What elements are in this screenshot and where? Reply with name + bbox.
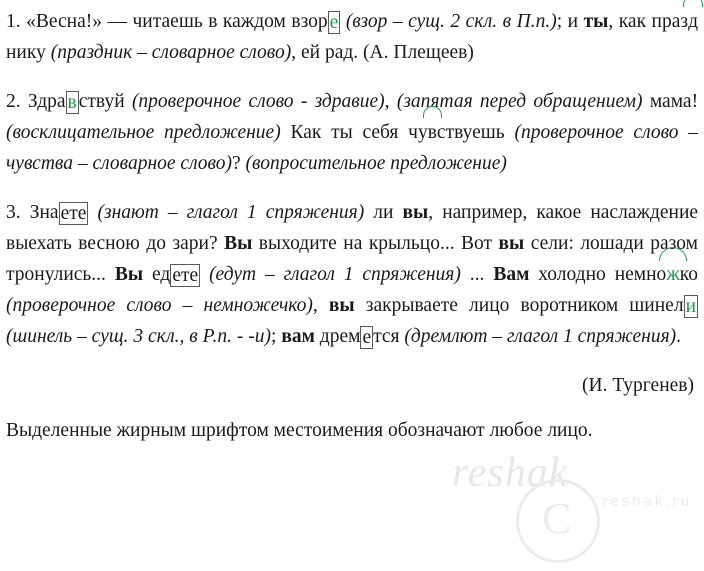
watermark-domain: reshak.ru [602,493,692,510]
item-3-bold-5: Вам [493,264,530,285]
exercise-item-1 [6,6,698,68]
item-1-text-mid: ; и [556,11,579,32]
item-2-note-1: (проверочное слово - здравие) [131,91,385,112]
spacer-1 [6,72,698,86]
exercise-item-2 [6,86,698,179]
watermark-circle-icon [516,479,600,563]
item-3-seg-3a: сели: лошади разом тронулись... [6,233,698,285]
item-3-note-5: (дремлют – глагол 1 спряжения) [404,326,677,347]
item-2-arc-letter: в [428,117,437,148]
item-2-text-tail: ? [232,153,241,174]
item-1-note-2: (праздник – словарное слово) [50,42,292,63]
item-1-text-intro: «Весна!» — читаешь в каждом взор [26,11,328,32]
item-2-note-5: (вопросительное предложение) [245,153,507,174]
item-1-text-mid2: , как праз [608,11,689,32]
item-3-note-1: (знают – глагол 1 спряжения) [97,202,365,223]
watermark-copyright-icon: C [542,494,572,543]
item-3-seg-7c: . [676,326,682,347]
spacer-2 [6,183,698,197]
footer-note: Выделенные жирным шрифтом местоимения обозначают любое лицо. [6,420,593,441]
exercise-item-3 [6,197,698,352]
item-3-box-3: и [685,296,696,317]
item-3-bold-1: вы [402,202,429,223]
item-1-arc-letter: д [688,6,698,37]
item-3-seg-4a: ед [151,264,171,285]
item-3-seg-1a: Зна [29,202,59,223]
item-2-text-after-arc: ствуешь [436,122,505,143]
item-1-text-after-arc: нику [6,42,46,63]
item-2-text-mid2: мама! [649,91,699,112]
item-3-box-2: ете [172,265,199,286]
item-3-number: 3. [6,202,21,223]
item-3-bold-2: Вы [224,233,253,254]
item-2-text-mid3: Как ты себя чу [290,122,428,143]
item-3-note-2: (едут – глагол 1 спряжения) [209,264,461,285]
item-1-bold-pronoun: ты [583,11,609,32]
item-3-arc-letter: ж [666,259,679,290]
item-2-text-intro: Здра [27,91,66,112]
item-3-comma: , [312,295,318,316]
item-3-bold-7: вам [281,326,315,347]
item-3-box-4: е [362,327,372,348]
item-2-note-3: (восклицательное предложение) [6,122,281,143]
item-3-seg-6a: закрываете лицо воротником шинел [365,295,684,316]
item-3-note-4: (шинель – сущ. 3 скл., в Р.п. - -и) [6,326,272,347]
item-3-bold-6: вы [328,295,355,316]
item-1-text-tail: , ей рад. (А. Плещеев) [291,42,474,63]
watermark [444,435,694,565]
watermark-brand: reshak [452,450,569,496]
item-3-note-3: (проверочное слово – немножечко) [6,295,313,316]
signature-line: (И. Тургенев) [582,375,694,396]
item-2-text-after: ствуй [78,91,125,112]
item-2-highlight-letter: в [67,92,77,113]
item-3-bold-4: Вы [114,264,144,285]
item-2-text-mid: , [384,91,390,112]
item-3-seg-7b: тся [373,326,400,347]
item-1-note-1: (взор – сущ. 2 скл. в П.п.) [345,11,557,32]
item-3-seg-1c: , например, какое наслаждение выехать весною до зари? [6,202,699,254]
item-3-seg-7a: дрем [319,326,361,347]
item-1-highlight-letter: е [329,12,339,33]
item-3-seg-6b: ; [271,326,277,347]
item-2-number: 2. [6,91,21,112]
item-2-note-2: (запятая перед обращением) [396,91,643,112]
item-1-number: 1. [6,11,21,32]
item-3-bold-3: вы [498,233,525,254]
item-3-seg-2a: выходите на крыльцо... Вот [258,233,493,254]
item-3-seg-1b: ли [373,202,394,223]
item-3-box-1: ете [60,203,87,224]
item-3-seg-5b: холодно немно [538,264,667,285]
item-3-seg-5c: ко [679,264,699,285]
item-3-seg-5a: ... [469,264,485,285]
item-2-note-4: (проверочное слово – чувства – словарное слово) [6,122,699,174]
